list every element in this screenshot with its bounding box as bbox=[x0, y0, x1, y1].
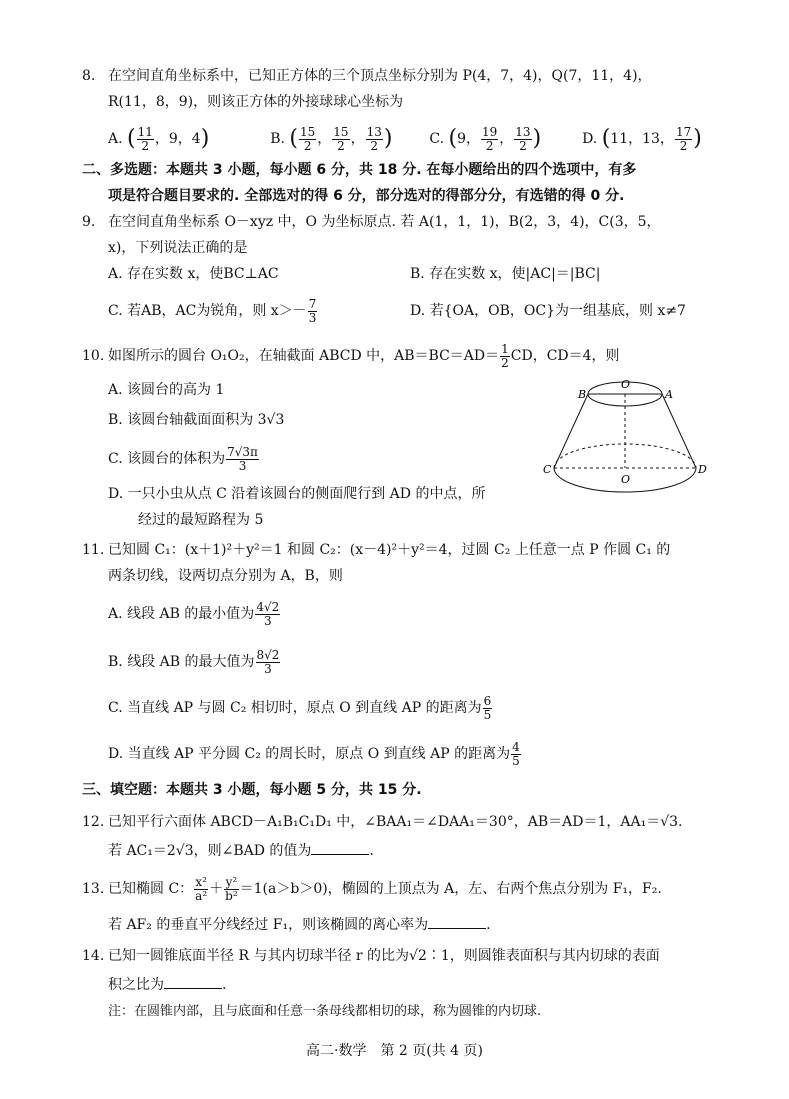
q13-line2: 若 AF₂ 的垂直平分线经过 F₁，则该椭圆的离心率为 . bbox=[108, 914, 491, 935]
q10-frustum-figure bbox=[540, 372, 715, 502]
q8-option-d: D. (11，13， $\frac{17}{2}$ ) bbox=[582, 124, 702, 153]
q12-answer-blank[interactable] bbox=[311, 840, 369, 855]
q10-number: 10. bbox=[82, 348, 105, 364]
q10-option-a: A. 该圆台的高为 1 bbox=[108, 382, 225, 398]
q11-option-c: C. 当直线 AP 与圆 C₂ 相切时，原点 O 到直线 AP 的距离为 $\frac{6}{5}$ bbox=[108, 693, 492, 722]
section3-header: 三、填空题：本题共 3 小题，每小题 5 分，共 15 分. bbox=[82, 782, 422, 798]
left-generatrix bbox=[554, 394, 588, 468]
label-o-top: O bbox=[621, 378, 631, 391]
label-c: C bbox=[543, 463, 552, 476]
q11-option-a: A. 线段 AB 的最小值为 $\frac{4√2}{3}$ bbox=[108, 599, 280, 628]
q11-line2: 两条切线，设两切点分别为 A，B，则 bbox=[108, 568, 343, 584]
q10-stem: 10. 如图所示的圆台 O₁O₂，在轴截面 ABCD 中，AB＝BC＝AD＝ $\frac{1}{2}$ CD，CD＝4，则 bbox=[82, 341, 620, 370]
section2-header-line1: 二、多选题：本题共 3 小题，每小题 6 分，共 18 分. 在每小题给出的四个选项中，有多 bbox=[82, 162, 637, 178]
q11-line1: 11. 已知圆 C₁：(x＋1)²＋y²＝1 和圆 C₂：(x－4)²＋y²＝4，过圆 C₂ 上任意一点 P 作圆 C₁ 的 bbox=[82, 542, 671, 558]
q8-option-b: B. ( $\frac{15}{2}$ ， $\frac{15}{2}$ ， $\frac{13}{2}$ ) bbox=[270, 124, 393, 153]
q8-option-c: C. (9， $\frac{19}{2}$ ， $\frac{13}{2}$ ) bbox=[429, 124, 542, 153]
section2-header-line2: 项是符合题目要求的. 全部选对的得 6 分，部分选对的得部分分，有选错的得 0 分. bbox=[108, 188, 625, 204]
q8-number: 8. bbox=[82, 68, 96, 84]
q9-line1: 9. 在空间直角坐标系 O－xyz 中，O 为坐标原点. 若 A(1，1，1)，B(2，3，4)，C(3，5， bbox=[82, 214, 661, 230]
q8-option-a: A. ( $\frac{11}{2}$ ，9，4) bbox=[108, 124, 210, 153]
q13-line1: 13. 已知椭圆 C： $\frac{\text{x²}}{\text{a²}}$ ＋ $\frac{\text{y²}}{\text{b²}}$ ＝1(a＞b＞0)，椭圆的上顶点为 A，左、右两个焦点分别为 F₁，F₂. bbox=[82, 874, 662, 903]
q9-option-d: D. 若{OA，OB，OC}为一组基底，则 x≠7 bbox=[410, 303, 686, 319]
q11-option-d: D. 当直线 AP 平分圆 C₂ 的周长时，原点 O 到直线 AP 的距离为 $\frac{4}{5}$ bbox=[108, 739, 520, 768]
q10-option-c: C. 该圆台的体积为 $\frac{7√3\pi}{3}$ bbox=[108, 444, 258, 473]
q8-options bbox=[108, 122, 702, 156]
q13-number: 13. bbox=[82, 881, 105, 897]
page-footer: 高二·数学 第 2 页(共 4 页) bbox=[306, 1043, 483, 1059]
q14-line2: 积之比为 . bbox=[108, 974, 226, 995]
label-a: A bbox=[665, 388, 673, 401]
q9-number: 9. bbox=[82, 214, 96, 230]
q8-line1: 8. 在空间直角坐标系中，已知正方体的三个顶点坐标分别为 P(4，7，4)，Q(7，11，4)， bbox=[82, 68, 652, 84]
right-generatrix bbox=[662, 394, 696, 468]
q14-number: 14. bbox=[82, 948, 105, 964]
label-o-bottom: O bbox=[621, 473, 631, 486]
label-d: D bbox=[698, 463, 707, 476]
q12-line1: 12. 已知平行六面体 ABCD－A₁B₁C₁D₁ 中，∠BAA₁＝∠DAA₁＝30°，AB＝AD＝1，AA₁＝√3. bbox=[82, 814, 683, 830]
q8-line2: R(11，8，9)，则该正方体的外接球球心坐标为 bbox=[108, 94, 404, 110]
q9-line2: x)，下列说法正确的是 bbox=[108, 240, 248, 256]
q9-option-c: C. 若AB，AC为锐角，则 x＞－ $\frac{7}{3}$ bbox=[108, 296, 317, 325]
q9-option-b: B. 存在实数 x，使|AC|＝|BC| bbox=[410, 266, 601, 282]
q10-option-d-line2: 经过的最短路程为 5 bbox=[138, 512, 264, 528]
q12-line2: 若 AC₁＝2√3，则∠BAD 的值为 . bbox=[108, 840, 374, 861]
q13-answer-blank[interactable] bbox=[428, 914, 486, 929]
q11-option-b: B. 线段 AB 的最大值为 $\frac{8√2}{3}$ bbox=[108, 647, 280, 676]
q9-option-a: A. 存在实数 x，使BC⊥AC bbox=[108, 266, 279, 282]
q14-answer-blank[interactable] bbox=[164, 974, 222, 989]
q14-line1: 14. 已知一圆锥底面半径 R 与其内切球半径 r 的比为√2∶1，则圆锥表面积与其内切球的表面 bbox=[82, 948, 660, 964]
q11-number: 11. bbox=[82, 542, 105, 558]
q12-number: 12. bbox=[82, 814, 105, 830]
q10-option-d-line1: D. 一只小虫从点 C 沿着该圆台的侧面爬行到 AD 的中点，所 bbox=[108, 486, 486, 502]
label-b: B bbox=[578, 388, 587, 401]
q10-option-b: B. 该圆台轴截面面积为 3√3 bbox=[108, 412, 285, 428]
q14-note: 注：在圆锥内部，且与底面和任意一条母线都相切的球，称为圆锥的内切球. bbox=[108, 1004, 542, 1019]
